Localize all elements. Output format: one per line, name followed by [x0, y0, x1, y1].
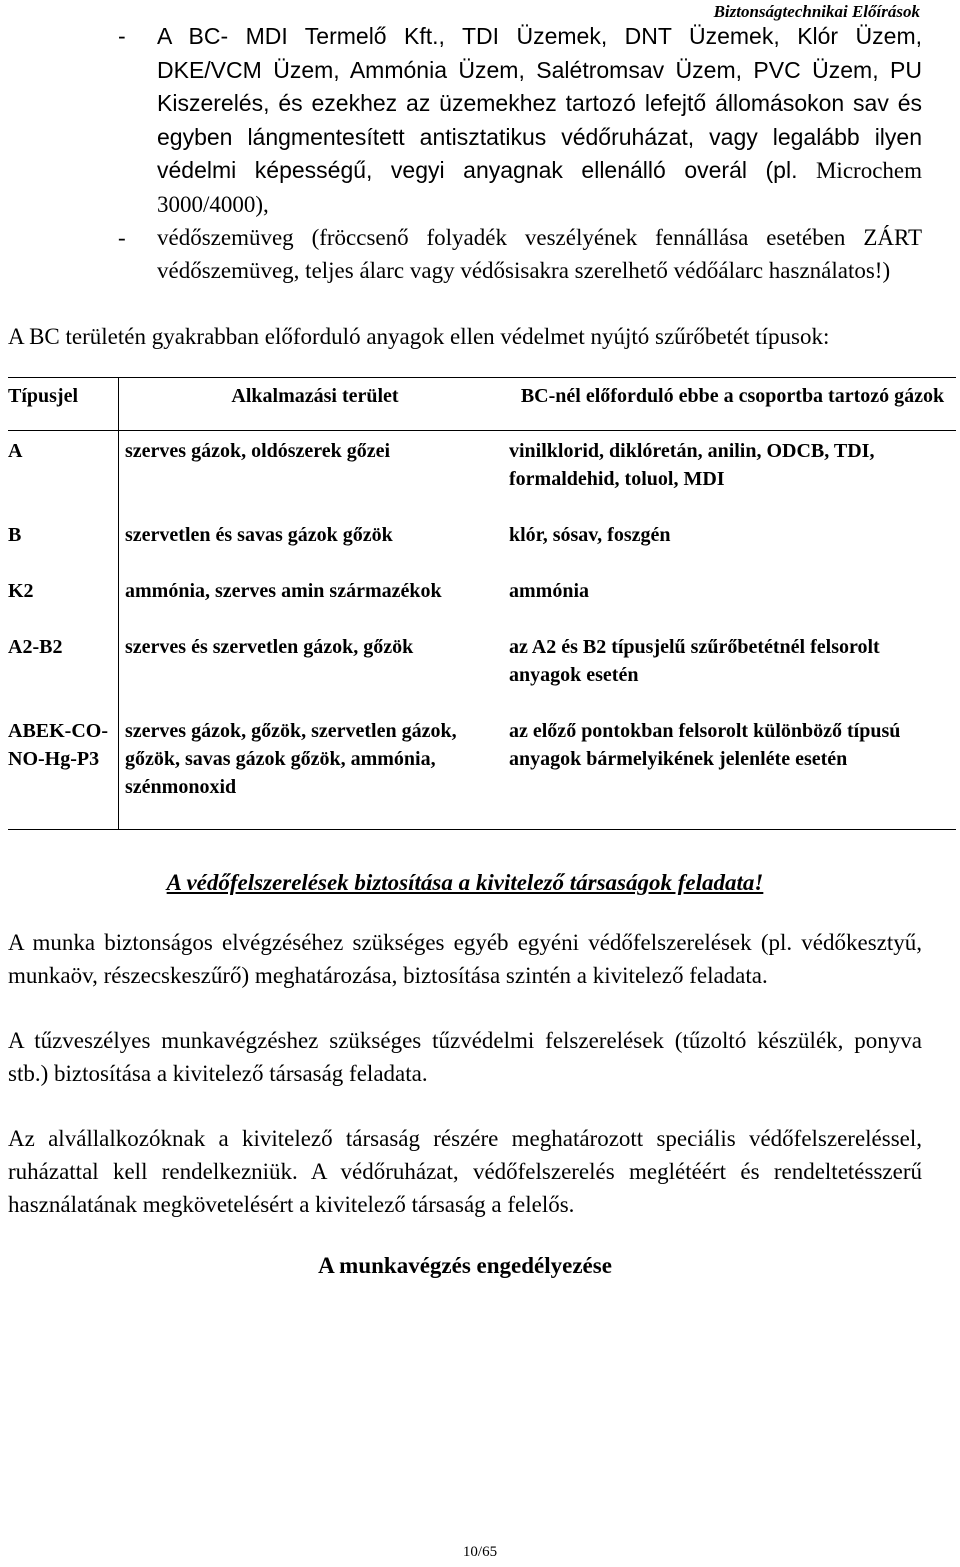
list-item: [8, 221, 922, 287]
table-cell-gases: az A2 és B2 típusjelű szűrőbetétnél felsorolt anyagok esetén: [509, 636, 880, 686]
paragraph-spacer: [8, 992, 922, 1024]
paragraph: A munka biztonságos elvégzéséhez szükséges egyéb egyéni védőfelszerelések (pl. védőkesztyű, munkaöv, részecskeszűrő) meghatározása, biztosítása szintén a kivitelező feladata.: [8, 930, 922, 988]
table-cell-type: A: [8, 431, 119, 522]
table-header-row: [8, 378, 956, 431]
table-header-gases: BC-nél előforduló ebbe a csoportba tartozó gázok: [505, 378, 956, 431]
table-header-type: Típusjel: [8, 378, 119, 431]
table-cell-gases: klór, sósav, foszgén: [509, 524, 671, 546]
table-cell-area: ammónia, szerves amin származékok: [125, 580, 442, 602]
table-row: [8, 431, 956, 522]
table-cell-type: K2: [8, 577, 119, 633]
list-item: [8, 20, 922, 221]
table-row: [8, 717, 956, 830]
page-number: 10/65: [462, 1544, 498, 1560]
table-cell-gases: vinilklorid, diklóretán, anilin, ODCB, TDI, formaldehid, toluol, MDI: [509, 440, 875, 490]
list-dash: -: [118, 23, 126, 49]
list-dash: -: [118, 225, 126, 250]
section-title: A munkavégzés engedélyezése: [318, 1253, 612, 1278]
filter-types-table: [8, 377, 956, 830]
table-row: [8, 521, 956, 577]
table-cell-area: szerves gázok, gőzök, szervetlen gázok, gőzök, savas gázok gőzök, ammónia, szénmonoxid: [119, 717, 506, 830]
table-cell-gases: az előző pontokban felsorolt különböző típusú anyagok bármelyikének jelenléte esetén: [505, 717, 956, 830]
intro-paragraph: A BC területén gyakrabban előforduló anyagok ellen védelmet nyújtó szűrőbetét típusok:: [8, 324, 830, 349]
list-item-text: A BC- MDI Termelő Kft., TDI Üzemek, DNT Üzemek, Klór Üzem, DKE/VCM Üzem, Ammónia Üzem, Salétromsav Üzem, PVC Üzem, PU Kiszerelés, és ezekhez az üzemekhez tartozó lefejtő állomásokon sav és egyben lángmentesített antisztatikus védőruházat, vagy legalább ilyen védelmi képességű, vegyi anyagnak ellenálló overál (pl.: [157, 23, 922, 183]
document-header: Biztonságtechnikai Előírások: [713, 2, 920, 21]
equipment-list: [8, 20, 922, 287]
table-cell-type: B: [8, 521, 119, 577]
paragraph: Az alvállalkozóknak a kivitelező társaság részére meghatározott speciális védőfelszereléssel, ruházattal kell rendelkezniük. A védőruházat, védőfelszerelés meglétéért és rendeltetésszerű használatának megkövetelésért a kivitelező társaság a felelős.: [8, 1126, 922, 1217]
table-cell-area: szerves és szervetlen gázok, gőzök: [125, 636, 414, 658]
page-content: [8, 20, 945, 1279]
table-cell-type: ABEK-CO-NO-Hg-P3: [8, 717, 119, 830]
table-cell-area: szerves gázok, oldószerek gőzei: [125, 440, 391, 462]
list-item-text: védőszemüveg (fröccsenő folyadék veszélyének fennállása esetében ZÁRT védőszemüveg, teljes álarc vagy védősisakra szerelhető védőálarc használatos!): [157, 225, 922, 283]
table-cell-area: szervetlen és savas gázok gőzök: [125, 524, 393, 546]
table-row: [8, 577, 956, 633]
notice-heading: A védőfelszerelések biztosítása a kivitelező társaságok feladata!: [166, 870, 764, 895]
paragraph-spacer: [8, 1090, 922, 1122]
table-cell-gases: ammónia: [509, 580, 589, 602]
list-item-text-tail: Microchem 3000/4000),: [157, 158, 922, 217]
paragraph: A tűzveszélyes munkavégzéshez szükséges tűzvédelmi felszerelések (tűzoltó készülék, ponyva stb.) biztosítása a kivitelező társaság feladata.: [8, 1028, 922, 1086]
table-header-area: Alkalmazási terület: [119, 378, 506, 431]
table-row: [8, 633, 956, 717]
table-cell-type: A2-B2: [8, 633, 119, 717]
